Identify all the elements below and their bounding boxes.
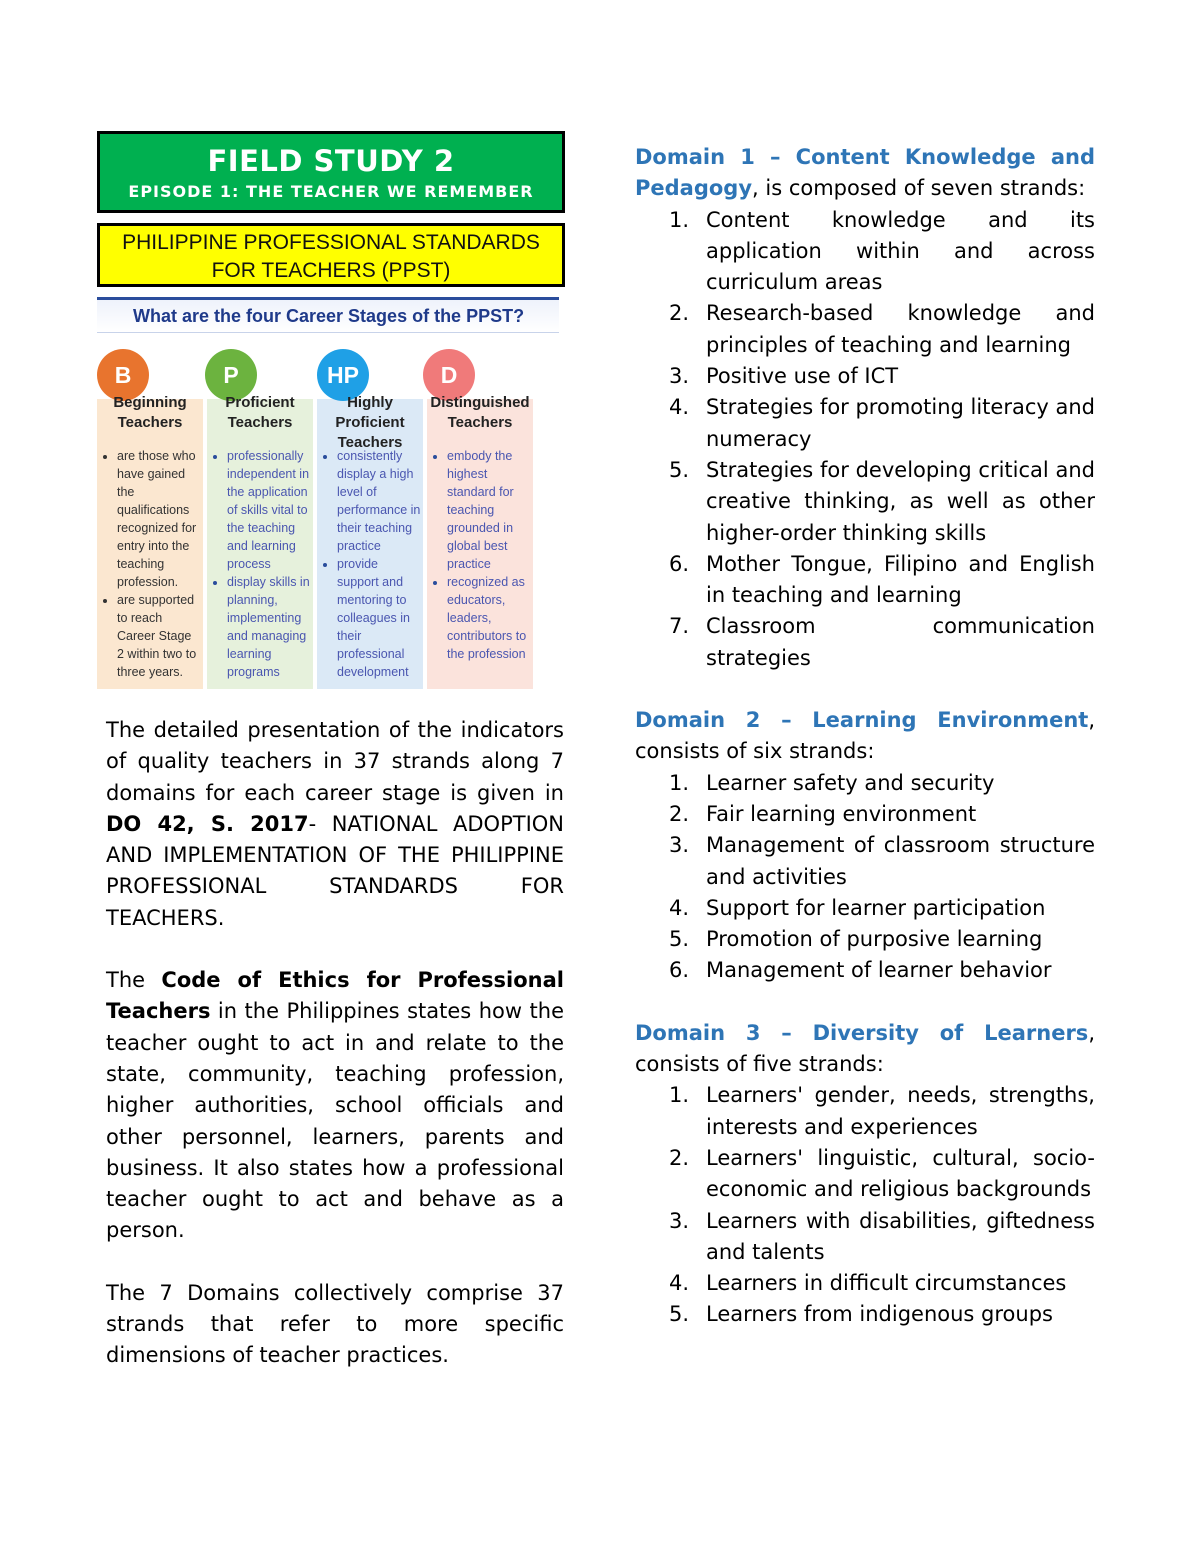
strand-item: 5. Learners from indigenous groups [669, 1302, 1053, 1327]
strand-item: 1. Learner safety and security [669, 770, 995, 795]
stage-description [103, 447, 201, 681]
strand-item: 5. Strategies for developing critical and creative thinking, as well as other higher-order thinking skills [669, 457, 1095, 545]
stage-name: Highly Proficient Teachers [335, 394, 405, 451]
domain-title: Domain 1 – Content Knowledge and Pedagogy [635, 145, 1095, 201]
ppst-line-2: FOR TEACHERS (PPST) [211, 259, 451, 282]
stage-bullet: • recognized as educators, leaders, contributors to the profession [447, 573, 531, 663]
strand-item: 4. Learners in difficult circumstances [669, 1271, 1067, 1296]
strand-item: 4. Strategies for promoting literacy and numeracy [669, 395, 1095, 451]
stage-badge: B [97, 349, 149, 401]
strand-item: 2. Fair learning environment [669, 801, 977, 826]
stage-description [433, 447, 531, 663]
strand-list [635, 1080, 1095, 1330]
ppst-banner [97, 223, 565, 287]
stage-name: Proficient Teachers [225, 394, 295, 431]
strand-list [635, 768, 1095, 987]
career-stages-infographic [97, 297, 559, 689]
domain-heading [635, 142, 1095, 205]
p1-text-a: The detailed presentation of the indicators of quality teachers in 37 strands along 7 domains for each career stage is given in [106, 718, 564, 805]
strand-item: 7. Classroom communication strategies [669, 614, 1095, 670]
stage-column [427, 349, 533, 689]
strand-item: 3. Management of classroom structure and activities [669, 833, 1095, 889]
stage-name: Distinguished Teachers [430, 394, 530, 431]
strand-item: 2. Research-based knowledge and principles of teaching and learning [669, 301, 1095, 357]
paragraph-do42 [106, 715, 564, 934]
stage-bullet: • display skills in planning, implementing and managing learning programs [227, 573, 311, 681]
p2-text-a: The [106, 968, 162, 993]
stage-bullet: • professionally independent in the application of skills vital to the teaching and learning process [227, 447, 311, 573]
strand-item: 5. Promotion of purposive learning [669, 927, 1043, 952]
stage-bullet: • embody the highest standard for teaching grounded in global best practice [447, 447, 531, 573]
stage-column [97, 349, 203, 689]
title-banner [97, 131, 565, 213]
domain-title: Domain 2 – Learning Environment [635, 708, 1089, 733]
domain-intro: , is composed of seven strands: [752, 176, 1086, 201]
stage-description [323, 447, 421, 681]
left-body-text [97, 715, 564, 1372]
do42-reference: DO 42, S. 2017 [106, 811, 309, 836]
episode-subtitle: EPISODE 1: THE TEACHER WE REMEMBER [128, 182, 534, 201]
stage-badge: HP [317, 349, 369, 401]
strand-item: 1. Content knowledge and its application within and across curriculum areas [669, 207, 1095, 295]
strand-item: 6. Management of learner behavior [669, 958, 1052, 983]
domain-intro: , consists of six strands: [635, 708, 1095, 764]
stage-badge: P [205, 349, 257, 401]
paragraph-domains-summary: The 7 Domains collectively comprise 37 strands that refer to more specific dimensions of teacher practices. [106, 1280, 564, 1368]
strand-item: 2. Learners' linguistic, cultural, socio-economic and religious backgrounds [669, 1145, 1095, 1202]
stage-description [213, 447, 311, 681]
domain-heading [635, 705, 1095, 768]
strand-item: 6. Mother Tongue, Filipino and English in teaching and learning [669, 551, 1095, 608]
domain-title: Domain 3 – Diversity of Learners [635, 1020, 1089, 1045]
strand-item: 3. Positive use of ICT [669, 364, 899, 389]
stage-bullet: • are those who have gained the qualifications recognized for entry into the teaching profession. [117, 447, 201, 591]
strand-list [635, 205, 1095, 674]
domain-section [635, 705, 1095, 987]
strand-item: 3. Learners with disabilities, giftedness and talents [669, 1208, 1095, 1264]
domain-intro: , consists of five strands: [635, 1020, 1095, 1077]
paragraph-code-of-ethics [106, 965, 564, 1247]
p1-text-b: - NATIONAL ADOPTION AND IMPLEMENTATION OF THE PHILIPPINE PROFESSIONAL STANDARDS FOR TEACHERS. [106, 811, 565, 930]
ppst-line-1: PHILIPPINE PROFESSIONAL STANDARDS [122, 231, 540, 254]
stage-name: Beginning Teachers [113, 394, 187, 431]
infographic-title: What are the four Career Stages of the PPST? [97, 297, 559, 333]
stage-column [317, 349, 423, 689]
right-column-domains [635, 142, 1095, 1362]
stage-column [207, 349, 313, 689]
domain-section [635, 1018, 1095, 1331]
stage-badge: D [423, 349, 475, 401]
document-title: FIELD STUDY 2 [207, 144, 455, 178]
strand-item: 4. Support for learner participation [669, 895, 1046, 920]
domain-heading [635, 1018, 1095, 1081]
p2-text-b: in the Philippines states how the teacher ought to act in and relate to the state, community, teaching profession, higher authorities, school officials and other personnel, learners, parents and business. It also states how a professional teacher ought to act and behave as a person. [106, 999, 564, 1243]
stage-bullet: • provide support and mentoring to colleagues in their professional development [337, 555, 421, 681]
left-column [97, 131, 565, 1403]
domain-section [635, 142, 1095, 674]
stage-bullet: • are supported to reach Career Stage 2 within two to three years. [117, 591, 201, 681]
strand-item: 1. Learners' gender, needs, strengths, interests and experiences [669, 1083, 1095, 1139]
code-of-ethics-title: Code of Ethics for Professional Teachers [106, 968, 564, 1024]
stage-bullet: • consistently display a high level of performance in their teaching practice [337, 447, 421, 555]
